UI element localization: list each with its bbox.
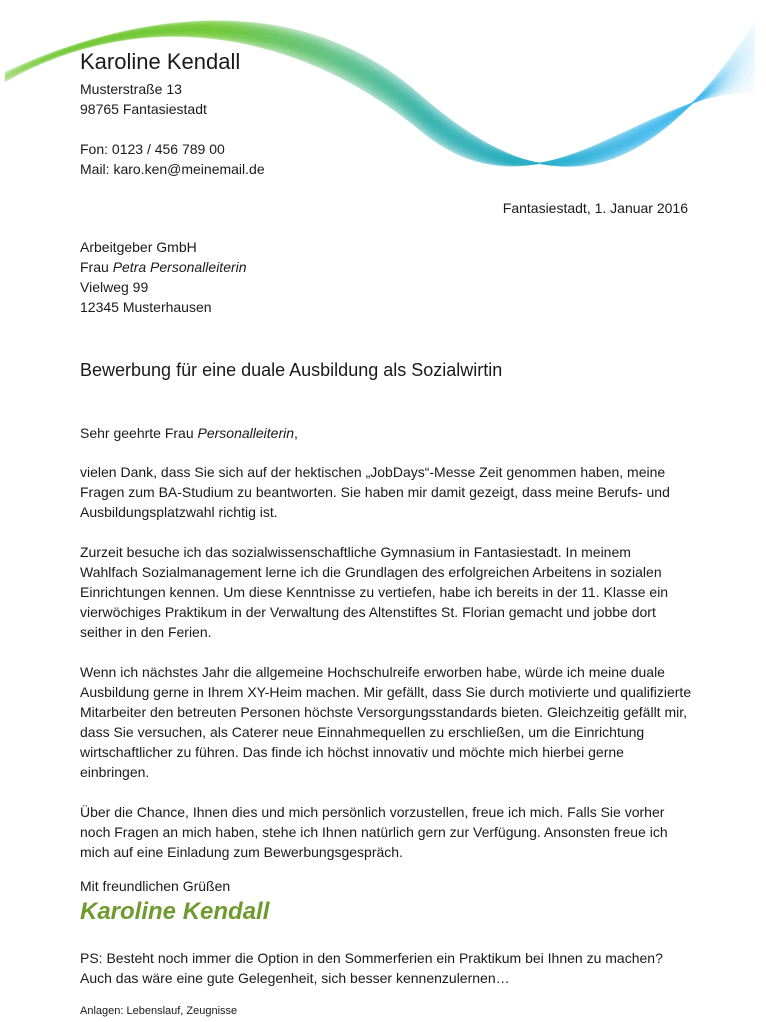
letter-body [80, 423, 692, 882]
body-paragraph-2: Zurzeit besuche ich das sozialwissenschaftliche Gymnasium in Fantasiestadt. In meinem Wahlfach Sozialmanagement lerne ich die Grundlagen des erfolgreichen Arbeitens in sozialen Einrichtungen kennen. Um diese Kenntnisse zu vertiefen, habe ich bereits in der 11. Klasse ein vierwöchiges Praktikum in der Verwaltung des Altenstiftes St. Florian gemacht und jobbe dort seither in den Ferien. [80, 544, 669, 640]
body-paragraph-1: vielen Dank, dass Sie sich auf der hektischen „JobDays“-Messe Zeit genommen haben, meine Fragen zum BA-Studium zu beantworten. Sie haben mir damit gezeigt, dass meine Berufs- und Ausbildungsplatzwahl richtig ist. [80, 464, 670, 520]
closing: Mit freundlichen Grüßen [80, 878, 231, 894]
greeting-name: Personalleiterin [197, 425, 295, 441]
recipient-city: 12345 Musterhausen [80, 299, 212, 315]
sender-phone: Fon: 0123 / 456 789 00 [80, 141, 225, 157]
recipient-salutation: Frau [80, 259, 113, 275]
recipient-address [80, 237, 247, 317]
signature: Karoline Kendall [80, 898, 270, 925]
sender-street: Musterstraße 13 [80, 81, 182, 97]
greeting-prefix: Sehr geehrte Frau [80, 425, 198, 441]
letter-subject: Bewerbung für eine duale Ausbildung als Sozialwirtin [80, 360, 503, 380]
body-paragraph-3: Wenn ich nächstes Jahr die allgemeine Hochschulreife erworben habe, würde ich meine duale Ausbildung gerne in Ihrem XY-Heim machen. Mir gefällt, dass Sie durch motivierte und qualifizierte Mitarbeiter den betreuten Personen höchste Versorgungsstandards bieten. Gleichzeitig gefällt mir, dass Sie versuchen, als Caterer neue Einnahmequellen zu erschließen, um die Einrichtung wirtschaftlicher zu führen. Das finde ich höchst innovativ und möchte mich hierbei gerne einbringen. [80, 664, 692, 780]
greeting [80, 423, 692, 443]
recipient-company: Arbeitgeber GmbH [80, 239, 197, 255]
sender-mail: Mail: karo.ken@meinemail.de [80, 161, 265, 177]
greeting-suffix: , [294, 425, 298, 441]
body-paragraph-4: Über die Chance, Ihnen dies und mich persönlich vorzustellen, freue ich mich. Falls Sie vorher noch Fragen an mich haben, stehe ich Ihnen natürlich gern zur Verfügung. Ansonsten freue ich mich auf eine Einladung zum Bewerbungsgespräch. [80, 804, 668, 860]
sender-name: Karoline Kendall [80, 49, 241, 74]
attachments: Anlagen: Lebenslauf, Zeugnisse [80, 1005, 238, 1017]
sender-address [80, 79, 265, 179]
recipient-person [80, 257, 247, 277]
postscript: PS: Besteht noch immer die Option in den Sommerferien ein Praktikum bei Ihnen zu machen? Auch das wäre eine gute Gelegenheit, sich besser kennenzulernen… [80, 950, 663, 986]
recipient-street: Vielweg 99 [80, 279, 149, 295]
letter-date: Fantasiestadt, 1. Januar 2016 [502, 200, 688, 216]
sender-city: 98765 Fantasiestadt [80, 101, 207, 117]
recipient-person-name: Petra Personalleiterin [112, 259, 247, 275]
